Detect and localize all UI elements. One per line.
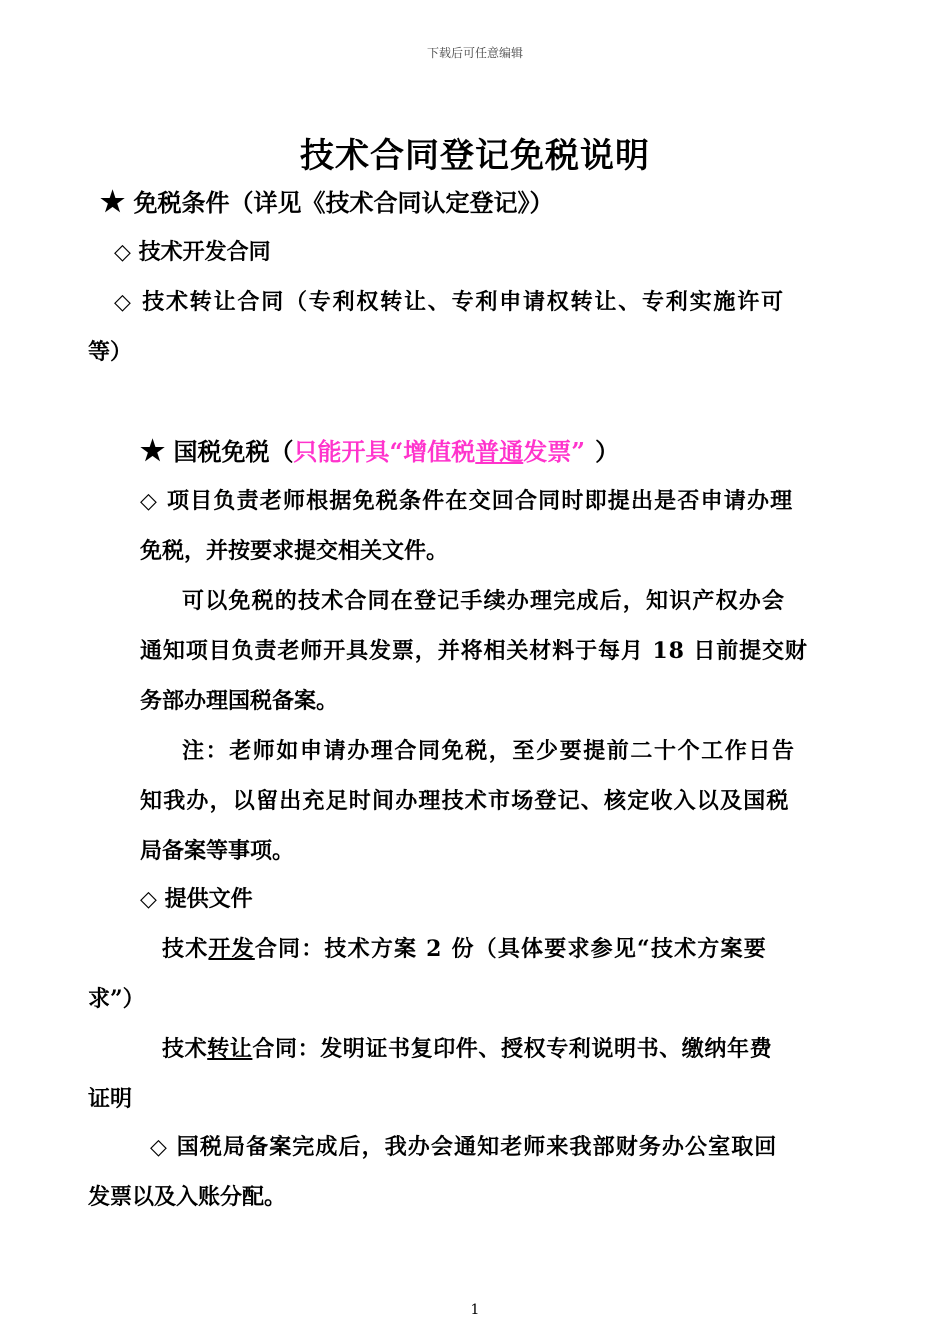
- text: 合同：发明证书复印件、授权专利说明书、缴纳年费: [252, 1036, 773, 1062]
- heading-highlight-end: 发票”: [523, 437, 586, 466]
- paragraph-text: 项目负责老师根据免税条件在交回合同时即提出是否申请办理: [166, 488, 794, 514]
- heading-prefix: 国税免税（: [173, 437, 294, 466]
- paragraph-3-line-3: 局备案等事项。: [140, 838, 295, 864]
- paragraph-2-line-2: 通知项目负责老师开具发票，并将相关材料于每月 18 日前提交财: [140, 638, 808, 664]
- paragraph-7-line-2: 发票以及入账分配。: [88, 1184, 287, 1210]
- diamond-icon: ◇: [114, 239, 131, 265]
- list-item-text: 技术转让合同（专利权转让、专利申请权转让、专利实施许可: [142, 289, 785, 315]
- dev-contract-files-line-1: [162, 932, 767, 963]
- paragraph-1-line-2: 免税，并按要求提交相关文件。: [140, 538, 449, 564]
- heading-highlight: 只能开具“增值税: [293, 437, 476, 466]
- heading-highlight-underlined: 普通: [475, 437, 524, 466]
- diamond-icon: ◇: [140, 886, 157, 912]
- section-heading-exemption-conditions: [100, 183, 553, 218]
- paragraph-3-line-2: 知我办，以留出充足时间办理技术市场登记、核定收入以及国税: [140, 788, 790, 814]
- list-item-continuation: 等）: [88, 339, 133, 365]
- page-header: 下载后可任意编辑: [426, 46, 523, 60]
- paragraph-text: 提供文件: [164, 886, 253, 912]
- star-icon: ★: [140, 434, 166, 467]
- paragraph-2-line-1: 可以免税的技术合同在登记手续办理完成后，知识产权办会: [182, 588, 786, 614]
- transfer-contract-files-line-1: [162, 1032, 772, 1063]
- section-heading-text: 免税条件（详见《技术合同认定登记》）: [133, 188, 554, 217]
- paragraph-text: 国税局备案完成后，我办会通知老师来我部财务办公室取回: [176, 1134, 778, 1160]
- text: 合同：技术方案 2 份（具体要求参见“技术方案要: [254, 936, 767, 962]
- underlined-text: 转让: [207, 1036, 253, 1062]
- diamond-icon: ◇: [140, 488, 159, 514]
- paragraph-1-line-1: [140, 484, 793, 515]
- section-heading-national-tax: [140, 432, 619, 467]
- list-item-tech-transfer: [114, 285, 785, 316]
- paragraph-2-line-3: 务部办理国税备案。: [140, 688, 339, 714]
- paragraph-7-line-1: [150, 1130, 777, 1161]
- page-number: 1: [470, 1302, 480, 1318]
- transfer-contract-files-line-2: 证明: [88, 1086, 133, 1112]
- dev-contract-files-line-2: 求”）: [88, 986, 145, 1012]
- diamond-icon: ◇: [150, 1134, 169, 1160]
- document-title: 技术合同登记免税说明: [300, 136, 650, 176]
- underlined-text: 开发: [208, 936, 255, 962]
- text: 技术: [162, 936, 209, 962]
- heading-suffix: ）: [595, 437, 620, 466]
- list-item-tech-development: [114, 235, 271, 266]
- list-item-text: 技术开发合同: [138, 239, 271, 265]
- text: 技术: [162, 1036, 208, 1062]
- star-icon: ★: [100, 185, 126, 218]
- paragraph-3-line-1: 注：老师如申请办理合同免税，至少要提前二十个工作日告: [182, 738, 796, 764]
- diamond-icon: ◇: [114, 289, 133, 315]
- provide-files-heading: [140, 882, 253, 913]
